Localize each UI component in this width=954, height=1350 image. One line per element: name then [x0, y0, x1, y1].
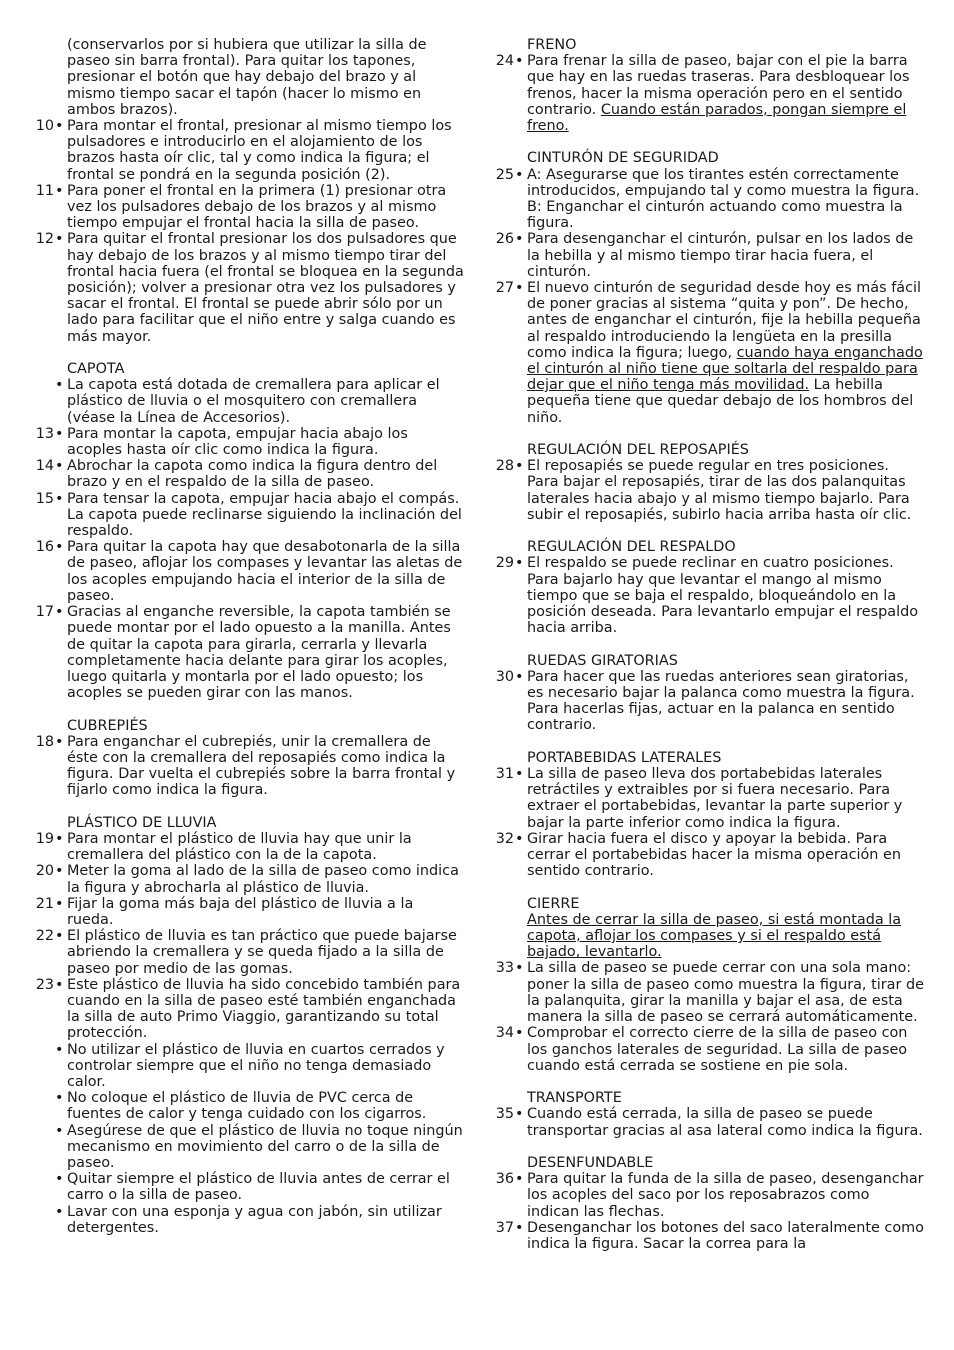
item-text: Para desenganchar el cinturón, pulsar en los lados de la hebilla y al mismo tiempo tirar hacia fuera, el cinturón. — [527, 231, 914, 280]
bullet-icon: • — [515, 766, 524, 783]
item-text: No utilizar el plástico de lluvia en cuartos cerrados y controlar siempre que el niño no tenga demasiado calor. — [67, 1041, 445, 1090]
bullet-icon: • — [55, 895, 64, 912]
bullet-icon: • — [515, 668, 524, 685]
item-text: Para quitar la funda de la silla de paseo, desenganchar los acoples del saco por los reposabrazos como indican las flechas. — [527, 1171, 924, 1220]
list-item — [30, 896, 464, 928]
item-text: Abrochar la capota como indica la figura dentro del brazo y en el respaldo de la silla de paseo. — [67, 458, 438, 491]
section-heading: DESENFUNDABLE — [527, 1154, 654, 1171]
item-number: 13 — [35, 425, 54, 442]
item-text: Para frenar la silla de paseo, bajar con el pie la barra que hay en las ruedas traseras. Para desbloquear los frenos, hacer la misma operación pero en el sentido contrario. — [527, 53, 910, 118]
underlined-text: Cuando están parados, pongan siempre el freno. — [527, 101, 907, 135]
item-text: El reposapiés se puede regular en tres posiciones. Para bajar el reposapiés, tirar de las dos palanquitas laterales hacia abajo y al mismo tiempo bajarlo. Para subir el reposapiés, subirlo hacia arriba hasta oír clic. — [527, 458, 912, 523]
item-text: Meter la goma al lado de la silla de paseo como indica la figura y abrocharla al plástico de lluvia. — [67, 863, 459, 896]
item-text: Comprobar el correcto cierre de la silla de paseo con los ganchos laterales de seguridad. La silla de paseo cuando está cerrada se sostiene en pie sola. — [527, 1025, 908, 1074]
item-text: Para montar el frontal, presionar al mismo tiempo los pulsadores e introducirlo en el alojamiento de los brazos hasta oír clic, tal y como indica la figura; el frontal se pondrá en la segunda posición (2). — [67, 118, 452, 183]
bullet-icon: • — [55, 231, 64, 248]
underlined-note: Antes de cerrar la silla de paseo, si está montada la capota, aflojar los compases y si el respaldo está bajado, levantarlo. — [527, 911, 902, 961]
list-item — [30, 118, 464, 183]
item-text: Gracias al enganche reversible, la capota también se puede montar por el lado opuesto a la manilla. Antes de quitar la capota para girarla, cerrarla y llevarla completamente hacia delante para girar los acoples, luego quitarla y montarla por el lado opuesto; los acoples se pueden girar con las manos. — [67, 604, 451, 702]
bullet-icon: • — [55, 1122, 64, 1139]
bullet-icon: • — [55, 1203, 64, 1220]
section-heading: CAPOTA — [67, 361, 125, 378]
list-item — [490, 231, 924, 280]
bullet-icon: • — [55, 733, 64, 750]
list-item — [30, 539, 464, 604]
item-number: 26 — [495, 231, 514, 248]
item-number: 17 — [35, 604, 54, 621]
list-item — [30, 377, 464, 426]
item-text: Asegúrese de que el plástico de lluvia no toque ningún mecanismo en movimiento del carro o de la silla de paseo. — [67, 1122, 463, 1171]
bullet-icon: • — [55, 182, 64, 199]
bullet-icon: • — [55, 458, 64, 475]
list-item — [490, 53, 924, 134]
list-item — [30, 1042, 464, 1091]
list-item — [490, 1106, 924, 1138]
paragraph-continuation: (conservarlos por si hubiera que utilizar la silla de paseo sin barra frontal). Para quitar los tapones, presionar el botón que hay debajo del brazo y al mismo tiempo sacar el tapón (hacer lo mismo en ambos brazos). — [67, 37, 427, 118]
bullet-icon: • — [515, 280, 524, 297]
section-heading: FRENO — [527, 37, 577, 53]
list-item — [490, 831, 924, 880]
item-text: El respaldo se puede reclinar en cuatro posiciones. Para bajarlo hay que levantar el mango al mismo tiempo que se baja el respaldo, bloqueándolo en la posición deseada. Para levantarlo empujar el respaldo hacia arriba. — [527, 555, 919, 637]
section-heading: PLÁSTICO DE LLUVIA — [67, 814, 217, 831]
list-item — [490, 1025, 924, 1074]
bullet-icon: • — [55, 118, 64, 135]
item-number: 21 — [35, 895, 54, 912]
item-text: Para poner el frontal en la primera (1) presionar otra vez los pulsadores debajo de los brazos y al mismo tiempo empujar el frontal hacia la silla de paseo. — [67, 182, 447, 232]
item-text: Girar hacia fuera el disco y apoyar la bebida. Para cerrar el portabebidas hacer la misma operación en sentido contrario. — [527, 830, 901, 880]
list-item — [490, 167, 924, 232]
section-heading: REGULACIÓN DEL REPOSAPIÉS — [527, 442, 749, 459]
item-text: La capota está dotada de cremallera para aplicar el plástico de lluvia o el mosquitero con cremallera (véase la Línea de Accesorios). — [67, 377, 440, 426]
bullet-icon: • — [515, 555, 524, 572]
item-text: La silla de paseo lleva dos portabebidas laterales retráctiles y extraibles por si fuera necesario. Para extraer el portabebidas, levantar la parte superior y bajar la parte inferior como indica la figura. — [527, 766, 903, 831]
item-text: Fijar la goma más baja del plástico de lluvia a la rueda. — [67, 895, 414, 928]
list-item — [30, 491, 464, 540]
item-text: Este plástico de lluvia ha sido concebido también para cuando en la silla de paseo esté también enganchada la silla de auto Primo Viaggio, garantizando su total protección. — [67, 976, 461, 1042]
bullet-icon: • — [515, 166, 524, 183]
item-number: 24 — [495, 53, 514, 70]
item-text: Lavar con una esponja y agua con jabón, sin utilizar detergentes. — [67, 1203, 442, 1236]
underlined-text: cuando haya enganchado el cinturón al niño tiene que soltarla del respaldo para dejar que el niño tenga más movilidad. — [527, 344, 923, 394]
bullet-icon: • — [515, 1025, 524, 1042]
item-number: 31 — [495, 766, 514, 783]
list-item — [30, 831, 464, 863]
list-item — [30, 1123, 464, 1172]
bullet-icon: • — [55, 830, 64, 847]
list-item — [30, 1204, 464, 1236]
bullet-icon: • — [515, 1219, 524, 1236]
list-item — [30, 734, 464, 799]
bullet-icon: • — [55, 539, 64, 556]
list-item — [30, 458, 464, 490]
list-item — [30, 863, 464, 895]
left-column — [30, 37, 464, 1236]
section-heading: PORTABEBIDAS LATERALES — [527, 749, 722, 766]
item-number: 15 — [35, 490, 54, 507]
list-item — [30, 928, 464, 977]
item-number: 29 — [495, 555, 514, 572]
bullet-icon: • — [515, 53, 524, 70]
item-text: Para montar el plástico de lluvia hay que unir la cremallera del plástico con la de la capota. — [67, 830, 412, 864]
item-number: 20 — [35, 863, 54, 880]
section-heading: CIERRE — [527, 895, 580, 912]
item-number: 14 — [35, 458, 54, 475]
list-item — [490, 555, 924, 636]
bullet-icon: • — [515, 458, 524, 475]
item-text: La silla de paseo se puede cerrar con una sola mano: poner la silla de paseo como muestra la figura, tirar de la palanquita, girar la manilla y bajar el asa, de esta manera la silla de paseo se cerrará automáticamente. — [527, 960, 924, 1026]
bullet-icon: • — [515, 830, 524, 847]
item-text: El nuevo cinturón de seguridad desde hoy es más fácil de poner gracias al sistema “quita y pon”. De hecho, antes de enganchar el cinturón, fije la hebilla pequeña al respaldo introduciendo la lengüeta en la presilla como indica la figura; luego, — [527, 280, 921, 361]
item-text: Quitar siempre el plástico de lluvia antes de cerrar el carro o la silla de paseo. — [67, 1171, 450, 1204]
item-text: Para tensar la capota, empujar hacia abajo el compás. La capota puede reclinarse siguiendo la inclinación del respaldo. — [67, 490, 462, 540]
section-heading: RUEDAS GIRATORIAS — [527, 652, 678, 669]
item-text: Para montar la capota, empujar hacia abajo los acoples hasta oír clic como indica la figura. — [67, 425, 408, 459]
list-item — [490, 280, 924, 426]
item-number: 22 — [35, 928, 54, 945]
list-item — [30, 1090, 464, 1122]
item-number: 18 — [35, 733, 54, 750]
item-number: 33 — [495, 960, 514, 977]
item-text: Para enganchar el cubrepiés, unir la cremallera de éste con la cremallera del reposapiés como indica la figura. Dar vuelta el cubrepiés sobre la barra frontal y fijarlo como indica la figura. — [67, 733, 456, 799]
item-text-after: La hebilla pequeña tiene que quedar debajo de los hombros del niño. — [527, 377, 914, 426]
bullet-icon: • — [55, 1041, 64, 1058]
list-item — [30, 426, 464, 458]
bullet-icon: • — [55, 377, 64, 394]
right-column — [490, 37, 924, 1252]
bullet-icon: • — [55, 1171, 64, 1188]
bullet-icon: • — [55, 425, 64, 442]
list-item — [30, 977, 464, 1042]
list-item — [490, 1220, 924, 1252]
list-item — [30, 604, 464, 701]
section-heading: TRANSPORTE — [527, 1090, 622, 1107]
item-number: 27 — [495, 280, 514, 297]
bullet-icon: • — [55, 490, 64, 507]
item-number: 11 — [35, 182, 54, 199]
item-number: 25 — [495, 166, 514, 183]
item-text: Para quitar el frontal presionar los dos pulsadores que hay debajo de los brazos y al mismo tiempo tirar del frontal hacia fuera (el frontal se bloquea en la segunda posición); volver a presionar otra vez los pulsadores y sacar el frontal. El frontal se puede abrir sólo por un lado para facilitar que el niño entre y salga cuando es más mayor. — [67, 231, 464, 345]
item-number: 12 — [35, 231, 54, 248]
list-item — [490, 669, 924, 734]
bullet-icon: • — [55, 1090, 64, 1107]
item-number: 34 — [495, 1025, 514, 1042]
section-heading: CINTURÓN DE SEGURIDAD — [527, 150, 719, 167]
bullet-icon: • — [515, 960, 524, 977]
bullet-icon: • — [515, 1171, 524, 1188]
list-item — [30, 231, 464, 344]
item-text: No coloque el plástico de lluvia de PVC cerca de fuentes de calor y tenga cuidado con los cigarros. — [67, 1090, 427, 1123]
item-number: 10 — [35, 118, 54, 135]
list-item — [490, 960, 924, 1025]
list-item — [30, 183, 464, 232]
item-number: 35 — [495, 1106, 514, 1123]
item-number: 30 — [495, 668, 514, 685]
bullet-icon: • — [55, 976, 64, 993]
item-number: 23 — [35, 976, 54, 993]
item-number: 36 — [495, 1171, 514, 1188]
item-text: El plástico de lluvia es tan práctico que puede bajarse abriendo la cremallera y se queda fijado a la silla de paseo por medio de las gomas. — [67, 928, 457, 977]
item-number: 28 — [495, 458, 514, 475]
item-number: 32 — [495, 830, 514, 847]
item-text: Cuando está cerrada, la silla de paseo se puede transportar gracias al asa lateral como indica la figura. — [527, 1106, 923, 1139]
item-text: Desenganchar los botones del saco lateralmente como indica la figura. Sacar la correa para la — [527, 1219, 924, 1252]
bullet-icon: • — [55, 863, 64, 880]
item-number: 16 — [35, 539, 54, 556]
item-text: Para quitar la capota hay que desabotonarla de la silla de paseo, aflojar los compases y levantar las aletas de los acoples empujando hacia el interior de la silla de paseo. — [67, 539, 463, 604]
bullet-icon: • — [55, 928, 64, 945]
list-item — [30, 1171, 464, 1203]
list-item — [490, 766, 924, 831]
bullet-icon: • — [515, 231, 524, 248]
bullet-icon: • — [55, 604, 64, 621]
item-text: A: Asegurarse que los tirantes estén correctamente introducidos, empujando tal y como muestra la figura. B: Enganchar el cinturón actuando como muestra la figura. — [527, 166, 920, 232]
list-item — [490, 1171, 924, 1220]
item-number: 19 — [35, 830, 54, 847]
item-text: Para hacer que las ruedas anteriores sean giratorias, es necesario bajar la palanca como muestra la figura. Para hacerlas fijas, actuar en la palanca en sentido contrario. — [527, 668, 915, 734]
section-heading: REGULACIÓN DEL RESPALDO — [527, 539, 736, 556]
list-item — [490, 458, 924, 523]
bullet-icon: • — [515, 1106, 524, 1123]
item-number: 37 — [495, 1219, 514, 1236]
section-heading: CUBREPIÉS — [67, 717, 148, 734]
